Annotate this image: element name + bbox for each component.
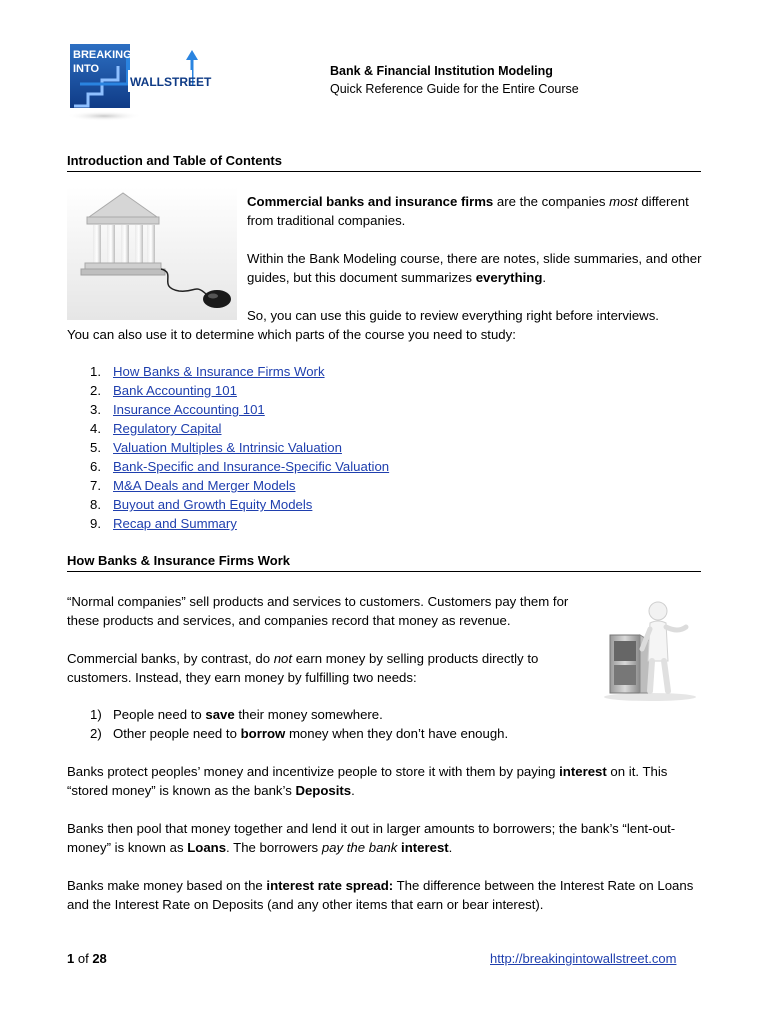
toc-link-bank-accounting[interactable]: Bank Accounting 101 xyxy=(113,383,237,398)
banks-p4-em: pay the bank xyxy=(321,840,398,855)
need-text-a: Other people need to xyxy=(113,726,241,741)
banks-p4-a: Banks then pool that money together and lend it out in larger amounts to borrowers; the bank’s “lent-out-money” is known as xyxy=(67,821,676,855)
banks-paragraph-2 xyxy=(67,649,579,687)
intro-paragraph-1 xyxy=(247,192,707,230)
banks-paragraph-1: “Normal companies” sell products and services to customers. Customers pay them for these products and services, and companies record that money as revenue. xyxy=(67,594,569,628)
intro-paragraph-3: So, you can use this guide to review everything right before interviews. xyxy=(247,308,659,323)
banks-p2-b: earn money by selling products directly to customers. Instead, they earn money by fulfilling two needs: xyxy=(67,651,539,685)
toc-number: 3. xyxy=(90,402,101,417)
section-heading-intro: Introduction and Table of Contents xyxy=(67,153,282,168)
toc-item xyxy=(90,419,389,438)
toc-number: 2. xyxy=(90,383,101,398)
logo-text-wallstreet: WALLSTREET xyxy=(130,75,212,89)
need-text-b: their money somewhere. xyxy=(234,707,383,722)
list-item xyxy=(90,705,508,724)
toc-item xyxy=(90,362,389,381)
logo-text-into: INTO xyxy=(73,63,100,75)
table-of-contents xyxy=(90,362,389,533)
toc-link-recap-summary[interactable]: Recap and Summary xyxy=(113,516,237,531)
toc-link-buyout-models[interactable]: Buyout and Growth Equity Models xyxy=(113,497,313,512)
doc-subtitle: Quick Reference Guide for the Entire Course xyxy=(330,82,579,96)
toc-number: 6. xyxy=(90,459,101,474)
banks-p3-bold: interest xyxy=(559,764,607,779)
toc-link-valuation-multiples[interactable]: Valuation Multiples & Intrinsic Valuation xyxy=(113,440,342,455)
list-number: 1) xyxy=(90,707,102,722)
toc-link-insurance-accounting[interactable]: Insurance Accounting 101 xyxy=(113,402,265,417)
need-text-bold: save xyxy=(205,707,235,722)
banks-paragraph-4 xyxy=(67,819,707,857)
need-text-bold: borrow xyxy=(240,726,286,741)
banks-p5-b: The difference between the Interest Rate on Loans and the Interest Rate on Deposits (and any other items that earn or bear interest). xyxy=(67,878,694,912)
page-total: 28 xyxy=(92,951,107,966)
need-text-b: money when they don’t have enough. xyxy=(285,726,509,741)
footer-website-link[interactable]: http://breakingintowallstreet.com xyxy=(490,951,677,966)
banks-p2-a: Commercial banks, by contrast, do xyxy=(67,651,274,666)
section-heading-how-banks-work: How Banks & Insurance Firms Work xyxy=(67,553,290,568)
list-item xyxy=(90,724,508,743)
list-number: 2) xyxy=(90,726,102,741)
toc-number: 8. xyxy=(90,497,101,512)
banks-paragraph-3 xyxy=(67,762,707,800)
logo-text-breaking: BREAKING xyxy=(73,49,132,61)
toc-item xyxy=(90,476,389,495)
intro-p2-b: . xyxy=(542,270,547,285)
section-rule xyxy=(67,571,701,572)
banks-p3-b: on it. This “stored money” is known as the bank’s xyxy=(67,764,668,798)
toc-number: 1. xyxy=(90,364,101,379)
intro-p1-em: most xyxy=(609,194,638,209)
section-rule xyxy=(67,171,701,172)
toc-number: 7. xyxy=(90,478,101,493)
banks-p5-bold: interest rate spread: xyxy=(266,878,394,893)
banks-p3-a: Banks protect peoples’ money and incentivize people to store it with them by paying xyxy=(67,764,560,779)
toc-number: 5. xyxy=(90,440,101,455)
intro-p1-bold: Commercial banks and insurance firms xyxy=(247,194,494,209)
bi-wallstreet-logo xyxy=(62,40,212,122)
doc-title: Bank & Financial Institution Modeling xyxy=(330,64,553,78)
intro-p2-bold: everything xyxy=(475,270,543,285)
toc-link-how-banks-work[interactable]: How Banks & Insurance Firms Work xyxy=(113,364,325,379)
toc-link-regulatory-capital[interactable]: Regulatory Capital xyxy=(113,421,222,436)
intro-paragraph-2 xyxy=(247,249,707,287)
need-text-a: People need to xyxy=(113,707,206,722)
banks-p4-d: . xyxy=(448,840,453,855)
banks-p4-bold: Loans xyxy=(187,840,227,855)
intro-p1-b: different from traditional companies. xyxy=(247,194,689,228)
intro-p2-a: Within the Bank Modeling course, there are notes, slide summaries, and other guides, but this document summarizes xyxy=(247,251,702,285)
banks-p3-bold2: Deposits xyxy=(295,783,352,798)
banks-p4-b: . The borrowers xyxy=(226,840,322,855)
toc-item xyxy=(90,514,389,533)
banks-p4-bold2: interest xyxy=(401,840,449,855)
toc-item xyxy=(90,457,389,476)
banks-paragraph-5 xyxy=(67,876,707,914)
page-current: 1 xyxy=(67,951,75,966)
toc-item xyxy=(90,495,389,514)
toc-link-ma-deals[interactable]: M&A Deals and Merger Models xyxy=(113,478,296,493)
intro-p1-a: are the companies xyxy=(493,194,610,209)
banks-p3-c: . xyxy=(351,783,355,798)
page-of: of xyxy=(74,951,93,966)
page-number xyxy=(67,951,107,966)
banks-p2-em: not xyxy=(273,651,293,666)
bank-mouse-illustration xyxy=(67,187,237,320)
toc-item xyxy=(90,438,389,457)
intro-paragraph-4: You can also use it to determine which parts of the course you need to study: xyxy=(67,327,516,342)
person-safe-illustration xyxy=(598,597,702,702)
toc-number: 9. xyxy=(90,516,101,531)
toc-number: 4. xyxy=(90,421,101,436)
toc-item xyxy=(90,400,389,419)
two-needs-list xyxy=(90,705,508,743)
toc-item xyxy=(90,381,389,400)
banks-p5-a: Banks make money based on the xyxy=(67,878,267,893)
toc-link-specific-valuation[interactable]: Bank-Specific and Insurance-Specific Valuation xyxy=(113,459,390,474)
